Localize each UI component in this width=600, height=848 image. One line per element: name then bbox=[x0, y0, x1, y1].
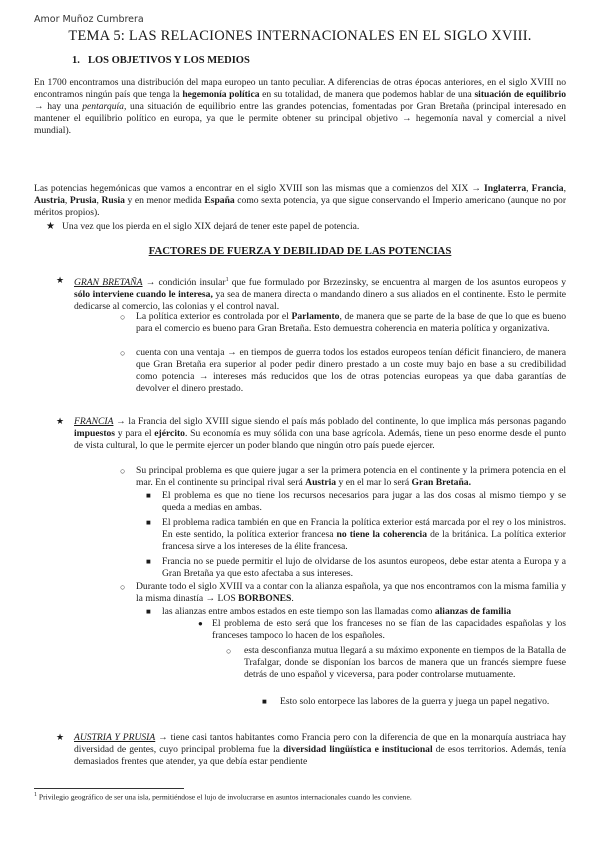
bold-text: Gran Bretaña. bbox=[411, 476, 472, 488]
text: → la Francia del siglo XVIII sigue siendo el país más poblado del continente, lo que implica más personas pagando bbox=[113, 416, 566, 427]
star-bullet-item bbox=[46, 221, 570, 233]
country-name: FRANCIA bbox=[74, 416, 114, 427]
page-title: TEMA 5: LAS RELACIONES INTERNACIONALES EN EL SIGLO XVIII. bbox=[68, 28, 532, 44]
text: , una situación de equilibrio entre las grandes potencias, fomentadas por Gran Bretaña (principal interesado en mantener el equilibrio político en europa, ya que le permite obtener su principal objetivo → hegemonía naval y comercial a nivel mundial). bbox=[34, 100, 566, 136]
country-name: GRAN BRETAÑA bbox=[74, 277, 143, 289]
text: , bbox=[526, 183, 532, 194]
footnote-number: 1 bbox=[34, 792, 37, 798]
text: de la británica. La política exterior francesa sirve a los intereses de la élite francesa. bbox=[162, 528, 566, 552]
text: La política exterior es controlada por el bbox=[136, 311, 292, 322]
text: y en menor medida bbox=[124, 194, 205, 206]
section-heading-factores: FACTORES DE FUERZA Y DEBILIDAD DE LAS POTENCIAS bbox=[148, 245, 452, 257]
text: cuenta con una ventaja → en tiempos de guerra todos los estados europeos tenían déficit financiero, de manera que Gran Bretaña era superior al poder pedir dinero prestado a un coste muy bajo en base a su credibilidad como potencia → intereses más reducidos que los de otras potencias europeas ya que daba garantías de devolver el dinero prestado. bbox=[136, 347, 566, 394]
text: como sexta potencia, ya que sigue conservando el Imperio americano (aunque no por méritos propios). bbox=[34, 194, 567, 218]
bold-text: Rusia bbox=[101, 194, 125, 206]
item-desconfianza bbox=[212, 618, 566, 642]
item-alianza-espanola bbox=[136, 581, 566, 605]
text: , bbox=[64, 194, 70, 206]
text: Durante todo el siglo XVIII va a contar con la alianza española, ya que nos encontramos con la misma familia y la misma dinastía → LOS bbox=[136, 581, 566, 604]
text: Una vez que los pierda en el siglo XIX dejará de tener este papel de potencia. bbox=[62, 221, 360, 232]
text: las alianzas entre ambos estados en este tiempo son las llamadas como bbox=[162, 606, 435, 617]
star-bullet-icon: ★ bbox=[56, 732, 65, 742]
section-number: 1. bbox=[72, 55, 80, 66]
text: Francia no se puede permitir el lujo de olvidarse de los asuntos europeos, debe estar atenta a Europa y a Gran Bretaña ya que esto afectaba a sus intereses. bbox=[162, 556, 566, 579]
text: en su totalidad, de manera que podemos hablar de una bbox=[259, 88, 475, 100]
footnote bbox=[34, 792, 412, 802]
star-bullet-icon: ★ bbox=[56, 416, 65, 426]
text: . bbox=[291, 592, 294, 604]
item-entorpece bbox=[280, 696, 566, 708]
bold-text: impuestos bbox=[74, 427, 116, 439]
text: Esto solo entorpece las labores de la guerra y juega un papel negativo. bbox=[280, 696, 550, 707]
country-name: AUSTRIA Y PRUSIA bbox=[74, 732, 156, 743]
text: esta desconfianza mutua llegará a su máximo exponente en tiempos de la Batalla de Trafalgar, donde se disponían los barcos de manera que un francés siempre fuese detrás de uno español y viceversa, para poder controlarse mutuamente. bbox=[244, 645, 566, 680]
text: Su principal problema es que quiere jugar a ser la primera potencia en el continente y la primera potencia en el mar. En el continente su principal rival será bbox=[136, 465, 566, 488]
star-bullet-icon: ★ bbox=[46, 221, 55, 232]
square-bullet-icon: ■ bbox=[262, 697, 267, 706]
square-bullet-icon: ■ bbox=[146, 557, 151, 566]
item-asuntos-europeos bbox=[162, 556, 566, 580]
item-parlamento bbox=[136, 311, 566, 335]
circle-bullet-icon: ○ bbox=[120, 582, 126, 592]
bold-text: diversidad lingüística e institucional bbox=[283, 743, 433, 755]
bold-text: alianzas de familia bbox=[434, 606, 512, 617]
item-recursos bbox=[162, 490, 566, 514]
footnote-ref: 1 bbox=[225, 277, 229, 283]
square-bullet-icon: ■ bbox=[146, 607, 151, 616]
circle-bullet-icon: ○ bbox=[120, 348, 126, 358]
text: Las potencias hegemónicas que vamos a encontrar en el siglo XVIII son las mismas que a comienzos del XIX → bbox=[34, 183, 485, 194]
text: El problema de esto será que los franceses no se fían de las capacidades españolas y los franceses tampoco lo hacen de los españoles. bbox=[212, 618, 566, 641]
dot-bullet-icon: ● bbox=[198, 619, 203, 628]
text: El problema radica también en que en Francia la política exterior está marcada por el rey o los ministros. En este sentido, la política exterior francesa bbox=[162, 517, 566, 540]
star-bullet-icon: ★ bbox=[56, 275, 65, 285]
author-name: Amor Muñoz Cumbrera bbox=[34, 14, 144, 25]
item-gran-bretana bbox=[74, 275, 566, 313]
section-heading-objetivos bbox=[72, 55, 250, 66]
bold-text: sólo interviene cuando le interesa, bbox=[74, 289, 213, 301]
bold-text: Prusia bbox=[69, 194, 97, 206]
bold-text: situación de equilibrio bbox=[474, 88, 567, 100]
text: El problema es que no tiene los recursos necesarios para jugar a las dos cosas al mismo tiempo y se queda a medias en ambas. bbox=[162, 490, 566, 513]
text: → condición insular bbox=[142, 277, 226, 289]
bold-text: Parlamento bbox=[291, 311, 340, 322]
bold-text: hegemonía política bbox=[182, 88, 260, 100]
section-label: LOS OBJETIVOS Y LOS MEDIOS bbox=[88, 55, 250, 66]
circle-bullet-icon: ○ bbox=[226, 646, 232, 656]
item-alianzas-familia bbox=[162, 606, 566, 618]
square-bullet-icon: ■ bbox=[146, 518, 151, 527]
paragraph-potencias bbox=[34, 183, 566, 219]
circle-bullet-icon: ○ bbox=[120, 466, 126, 476]
item-coherencia bbox=[162, 517, 566, 553]
text: En 1700 encontramos una distribución del mapa europeo un tanto peculiar. A diferencias de otras épocas anteriores, en el siglo XVIII no encontramos ningún país que tenga la bbox=[34, 77, 566, 100]
text: ya sea de manera directa o mandando dinero a sus aliados en el continente. Esto le permite dedicarse al comercio, las colonias y el control naval. bbox=[74, 289, 566, 312]
text: . Su economía es muy sólida con una base agrícola. Además, tiene un peso enorme desde el punto de vista cultural, lo que le permite ejercer un poder blando que ningún otro país puede ejercer. bbox=[74, 427, 566, 451]
bold-text: no tiene la coherencia bbox=[336, 528, 428, 540]
footnote-text: Privilegio geográfico de ser una isla, permitiéndose el lujo de involucrarse en asuntos internacionales cuando les conviene. bbox=[37, 792, 412, 802]
item-austria-prusia bbox=[74, 732, 566, 768]
item-ventaja bbox=[136, 347, 566, 395]
text: → hay una bbox=[34, 100, 83, 112]
bold-text: ejército bbox=[154, 427, 185, 439]
footnote-divider bbox=[34, 788, 184, 789]
bold-text: Inglaterra bbox=[484, 183, 527, 194]
item-trafalgar bbox=[244, 645, 566, 681]
text: → tiene casi tantos habitantes como Francia pero con la diferencia de que en la monarquía austriaca hay diversidad de gentes, cuyo principal problema fue la bbox=[74, 732, 566, 755]
bold-text: Francia bbox=[531, 183, 564, 194]
circle-bullet-icon: ○ bbox=[120, 312, 126, 322]
italic-text: pentarquía bbox=[82, 100, 124, 112]
text: y para el bbox=[115, 427, 155, 439]
text: , bbox=[563, 183, 567, 194]
text: , bbox=[96, 194, 102, 206]
text: , de manera que se parte de la base de que lo que es bueno para el comercio es bueno para Gran Bretaña. Esto demuestra coherencia en materia política y organizativa. bbox=[136, 311, 567, 334]
text: de esos territorios. Además, tenía demasiados frentes que atender, ya que debía estar pendiente bbox=[74, 743, 566, 767]
bold-text: Austria bbox=[34, 194, 65, 206]
bold-text: España bbox=[204, 194, 235, 206]
square-bullet-icon: ■ bbox=[146, 491, 151, 500]
bold-text: BORBONES bbox=[238, 592, 292, 604]
item-francia bbox=[74, 416, 566, 452]
text: que fue formulado por Brzezinsky, se encuentra al margen de los asuntos europeos y bbox=[228, 277, 566, 289]
text: y en el mar lo será bbox=[336, 476, 412, 488]
item-problema-principal bbox=[136, 465, 566, 489]
bold-text: Austria bbox=[305, 476, 337, 488]
paragraph-intro bbox=[34, 77, 566, 137]
